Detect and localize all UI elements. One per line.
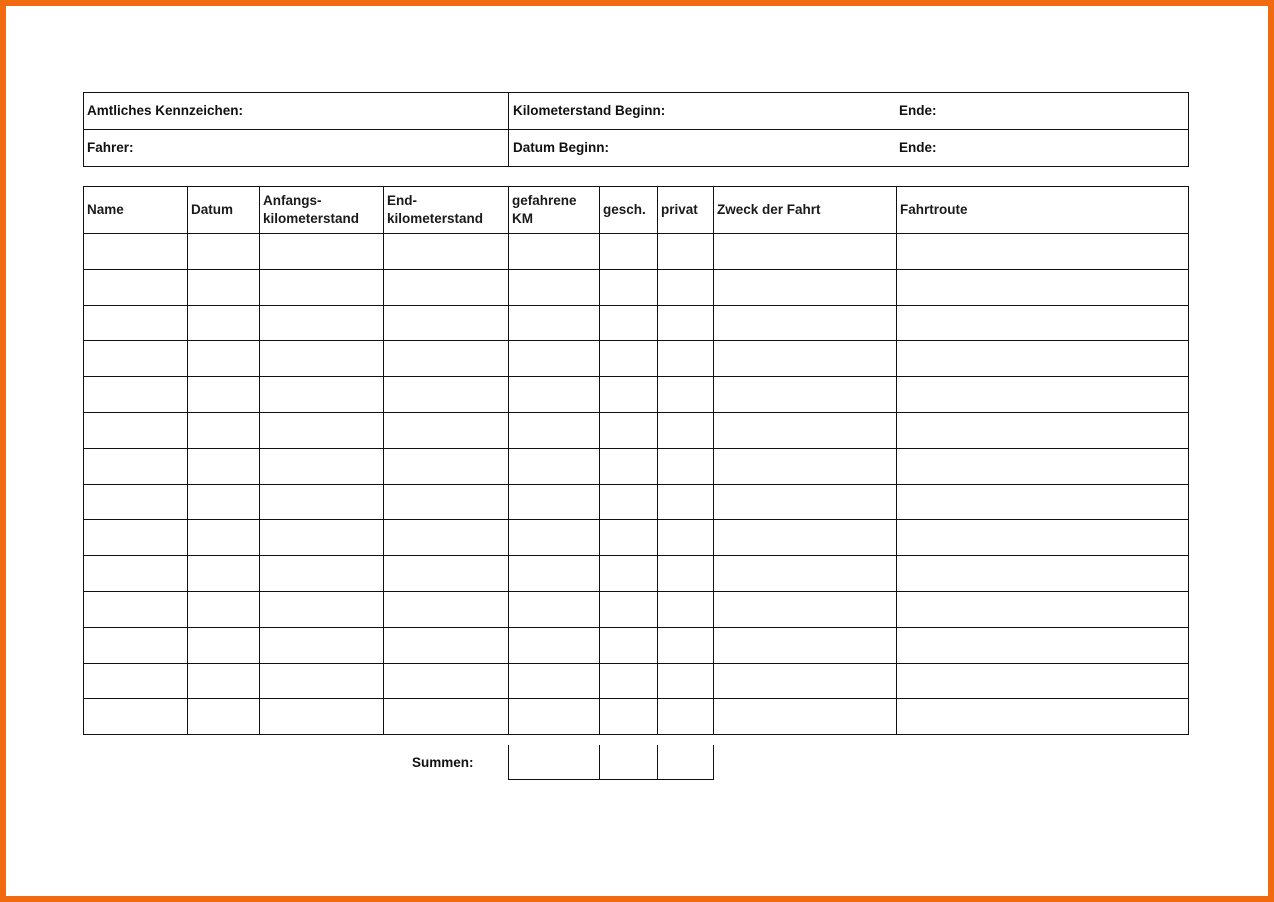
table-cell[interactable] [897, 699, 1189, 735]
table-cell[interactable] [714, 556, 897, 592]
table-cell[interactable] [188, 234, 260, 270]
table-cell[interactable] [600, 377, 658, 413]
table-cell[interactable] [897, 412, 1189, 448]
table-cell[interactable] [600, 305, 658, 341]
table-cell[interactable] [384, 591, 509, 627]
table-row [84, 556, 1189, 592]
table-cell[interactable] [384, 448, 509, 484]
km-beginn-field[interactable] [509, 93, 1189, 130]
table-cell[interactable] [658, 591, 714, 627]
table-cell[interactable] [897, 663, 1189, 699]
table-cell[interactable] [188, 663, 260, 699]
table-cell[interactable] [260, 341, 384, 377]
table-cell[interactable] [509, 627, 600, 663]
table-cell[interactable] [714, 663, 897, 699]
table-cell[interactable] [600, 412, 658, 448]
table-cell[interactable] [658, 663, 714, 699]
km-ende-label: Ende: [899, 103, 937, 118]
table-row [84, 591, 1189, 627]
table-cell[interactable] [509, 377, 600, 413]
table-row [84, 627, 1189, 663]
table-cell[interactable] [897, 484, 1189, 520]
col-header-anfangs-km: Anfangs- kilometerstand [260, 187, 384, 234]
table-cell[interactable] [384, 234, 509, 270]
table-cell[interactable] [84, 591, 188, 627]
table-cell[interactable] [600, 341, 658, 377]
fahrer-field[interactable] [84, 130, 509, 167]
table-cell[interactable] [84, 520, 188, 556]
table-cell[interactable] [84, 699, 188, 735]
table-cell[interactable] [84, 234, 188, 270]
table-cell[interactable] [260, 591, 384, 627]
table-row [84, 663, 1189, 699]
table-cell[interactable] [658, 234, 714, 270]
table-cell[interactable] [509, 484, 600, 520]
table-cell[interactable] [260, 269, 384, 305]
table-cell[interactable] [509, 448, 600, 484]
table-cell[interactable] [897, 556, 1189, 592]
datum-ende-label: Ende: [899, 140, 937, 155]
table-cell[interactable] [509, 520, 600, 556]
table-cell[interactable] [188, 341, 260, 377]
table-cell[interactable] [714, 591, 897, 627]
table-cell[interactable] [600, 448, 658, 484]
trip-log-table [83, 186, 1189, 735]
table-cell[interactable] [188, 591, 260, 627]
table-cell[interactable] [260, 663, 384, 699]
table-row [84, 377, 1189, 413]
table-cell[interactable] [658, 448, 714, 484]
table-row [84, 484, 1189, 520]
col-header-gesch: gesch. [600, 187, 658, 234]
summen-table [508, 745, 714, 780]
col-header-privat: privat [658, 187, 714, 234]
table-cell[interactable] [600, 699, 658, 735]
table-cell[interactable] [260, 234, 384, 270]
table-cell[interactable] [84, 663, 188, 699]
table-cell[interactable] [84, 627, 188, 663]
table-row [84, 412, 1189, 448]
table-cell[interactable] [84, 412, 188, 448]
table-cell[interactable] [714, 377, 897, 413]
km-beginn-label: Kilometerstand Beginn: [513, 103, 666, 118]
table-cell[interactable] [600, 663, 658, 699]
table-cell[interactable] [188, 269, 260, 305]
table-cell[interactable] [600, 269, 658, 305]
table-cell[interactable] [260, 627, 384, 663]
table-cell[interactable] [384, 377, 509, 413]
table-cell[interactable] [260, 520, 384, 556]
table-cell[interactable] [188, 484, 260, 520]
table-cell[interactable] [897, 591, 1189, 627]
table-cell[interactable] [897, 448, 1189, 484]
table-cell[interactable] [260, 412, 384, 448]
table-row [84, 234, 1189, 270]
table-cell[interactable] [897, 627, 1189, 663]
table-cell[interactable] [600, 556, 658, 592]
table-cell[interactable] [260, 699, 384, 735]
table-row [84, 305, 1189, 341]
col-header-end-km: End- kilometerstand [384, 187, 509, 234]
table-cell[interactable] [714, 412, 897, 448]
table-cell[interactable] [509, 663, 600, 699]
table-cell[interactable] [188, 627, 260, 663]
table-cell[interactable] [384, 556, 509, 592]
table-cell[interactable] [384, 269, 509, 305]
table-header-row [84, 187, 1189, 234]
kennzeichen-field[interactable] [84, 93, 509, 130]
table-row [84, 699, 1189, 735]
table-cell[interactable] [84, 484, 188, 520]
table-cell[interactable] [188, 305, 260, 341]
table-cell[interactable] [84, 341, 188, 377]
table-cell[interactable] [509, 341, 600, 377]
table-cell[interactable] [188, 699, 260, 735]
table-cell[interactable] [658, 269, 714, 305]
table-cell[interactable] [897, 305, 1189, 341]
sum-gefahrene-km-cell[interactable] [509, 745, 600, 780]
table-cell[interactable] [714, 627, 897, 663]
col-header-gefahrene-km: gefahrene KM [509, 187, 600, 234]
table-cell[interactable] [188, 377, 260, 413]
table-cell[interactable] [260, 484, 384, 520]
table-cell[interactable] [600, 520, 658, 556]
table-cell[interactable] [384, 305, 509, 341]
table-cell[interactable] [84, 305, 188, 341]
vehicle-info-table [83, 92, 1189, 167]
table-cell[interactable] [897, 234, 1189, 270]
table-cell[interactable] [714, 234, 897, 270]
table-cell[interactable] [658, 484, 714, 520]
datum-beginn-label: Datum Beginn: [513, 140, 609, 155]
table-cell[interactable] [509, 591, 600, 627]
table-cell[interactable] [714, 699, 897, 735]
table-cell[interactable] [509, 234, 600, 270]
table-cell[interactable] [260, 448, 384, 484]
table-cell[interactable] [658, 341, 714, 377]
table-cell[interactable] [714, 341, 897, 377]
table-cell[interactable] [509, 699, 600, 735]
col-header-fahrtroute: Fahrtroute [897, 187, 1189, 234]
table-cell[interactable] [384, 520, 509, 556]
kennzeichen-label: Amtliches Kennzeichen: [87, 103, 244, 118]
table-cell[interactable] [658, 305, 714, 341]
table-cell[interactable] [84, 448, 188, 484]
table-cell[interactable] [509, 412, 600, 448]
table-cell[interactable] [714, 520, 897, 556]
table-cell[interactable] [188, 448, 260, 484]
table-cell[interactable] [714, 305, 897, 341]
table-cell[interactable] [658, 412, 714, 448]
table-cell[interactable] [658, 627, 714, 663]
col-header-zweck: Zweck der Fahrt [714, 187, 897, 234]
table-cell[interactable] [897, 377, 1189, 413]
table-row [84, 341, 1189, 377]
fahrer-label: Fahrer: [87, 140, 134, 155]
table-cell[interactable] [714, 484, 897, 520]
table-cell[interactable] [260, 377, 384, 413]
table-cell[interactable] [897, 269, 1189, 305]
table-cell[interactable] [384, 484, 509, 520]
table-cell[interactable] [84, 556, 188, 592]
table-cell[interactable] [384, 699, 509, 735]
table-cell[interactable] [260, 556, 384, 592]
table-cell[interactable] [714, 448, 897, 484]
table-cell[interactable] [384, 627, 509, 663]
table-cell[interactable] [509, 269, 600, 305]
table-cell[interactable] [658, 699, 714, 735]
table-cell[interactable] [897, 341, 1189, 377]
table-cell[interactable] [84, 269, 188, 305]
table-cell[interactable] [714, 269, 897, 305]
table-cell[interactable] [84, 377, 188, 413]
table-cell[interactable] [509, 556, 600, 592]
table-cell[interactable] [658, 377, 714, 413]
table-cell[interactable] [384, 341, 509, 377]
table-cell[interactable] [188, 412, 260, 448]
table-row [84, 520, 1189, 556]
col-header-name: Name [84, 187, 188, 234]
table-row [84, 448, 1189, 484]
sum-gesch-cell[interactable] [600, 745, 658, 780]
table-cell[interactable] [600, 591, 658, 627]
table-cell[interactable] [600, 627, 658, 663]
table-cell[interactable] [658, 520, 714, 556]
table-cell[interactable] [384, 663, 509, 699]
summen-label: Summen: [412, 755, 474, 770]
table-cell[interactable] [384, 412, 509, 448]
table-cell[interactable] [897, 520, 1189, 556]
table-cell[interactable] [600, 484, 658, 520]
table-cell[interactable] [188, 556, 260, 592]
table-cell[interactable] [600, 234, 658, 270]
col-header-datum: Datum [188, 187, 260, 234]
datum-beginn-field[interactable] [509, 130, 1189, 167]
table-cell[interactable] [658, 556, 714, 592]
table-cell[interactable] [260, 305, 384, 341]
trip-log-body [84, 234, 1189, 735]
table-cell[interactable] [188, 520, 260, 556]
table-cell[interactable] [509, 305, 600, 341]
sum-privat-cell[interactable] [658, 745, 714, 780]
table-row [84, 269, 1189, 305]
